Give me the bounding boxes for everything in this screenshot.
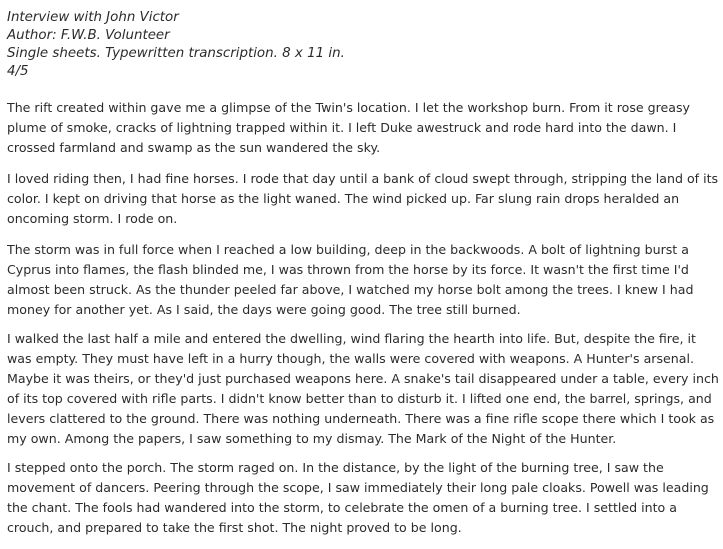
page-number: 4/5 (7, 64, 29, 79)
document-author: Author: F.W.B. Volunteer (7, 28, 170, 43)
paragraph: The storm was in full force when I reached a low building, deep in the backwoods. A bolt of lightning burst a Cyprus into flames, the flash blinded me, I was thrown from the horse by its force. It wasn't the first time I'd almost been struck. As the thunder peeled far above, I watched my horse bolt among the trees. I knew I had money for another yet. As I said, the days were going good. The tree still burned. (7, 242, 694, 317)
paragraph: The rift created within gave me a glimpse of the Twin's location. I let the workshop burn. From it rose greasy plume of smoke, cracks of lightning trapped within it. I left Duke awestruck and rode hard into the dawn. I crossed farmland and swamp as the sun wandered the sky. (7, 100, 691, 155)
document-header (7, 9, 719, 81)
document-page (7, 9, 719, 549)
paragraph: I loved riding then, I had fine horses. I rode that day until a bank of cloud swept through, stripping the land of its color. I kept on driving that horse as the light waned. The wind picked up. Far slung rain drops heralded an oncoming storm. I rode on. (7, 171, 719, 226)
document-title: Interview with John Victor (7, 10, 179, 25)
document-format: Single sheets. Typewritten transcription. 8 x 11 in. (7, 46, 345, 61)
paragraph: I stepped onto the porch. The storm raged on. In the distance, by the light of the burning tree, I saw the movement of dancers. Peering through the scope, I saw immediately their long pale cloaks. Powell was leading the chant. The fools had wandered into the storm, to celebrate the omen of a burning tree. I settled into a crouch, and prepared to take the first shot. The night proved to be long. (7, 460, 709, 535)
document-body (7, 98, 719, 538)
paragraph: I walked the last half a mile and entered the dwelling, wind flaring the hearth into life. But, despite the fire, it was empty. They must have left in a hurry though, the walls were covered with weapons. A Hunter's arsenal. Maybe it was theirs, or they'd just purchased weapons here. A snake's tail disappeared under a table, every inch of its top covered with rifle parts. I didn't know better than to disturb it. I lifted one end, the barrel, springs, and levers clattered to the ground. There was nothing underneath. There was a fine rifle scope there which I took as my own. Among the papers, I saw something to my dismay. The Mark of the Night of the Hunter. (7, 331, 719, 446)
